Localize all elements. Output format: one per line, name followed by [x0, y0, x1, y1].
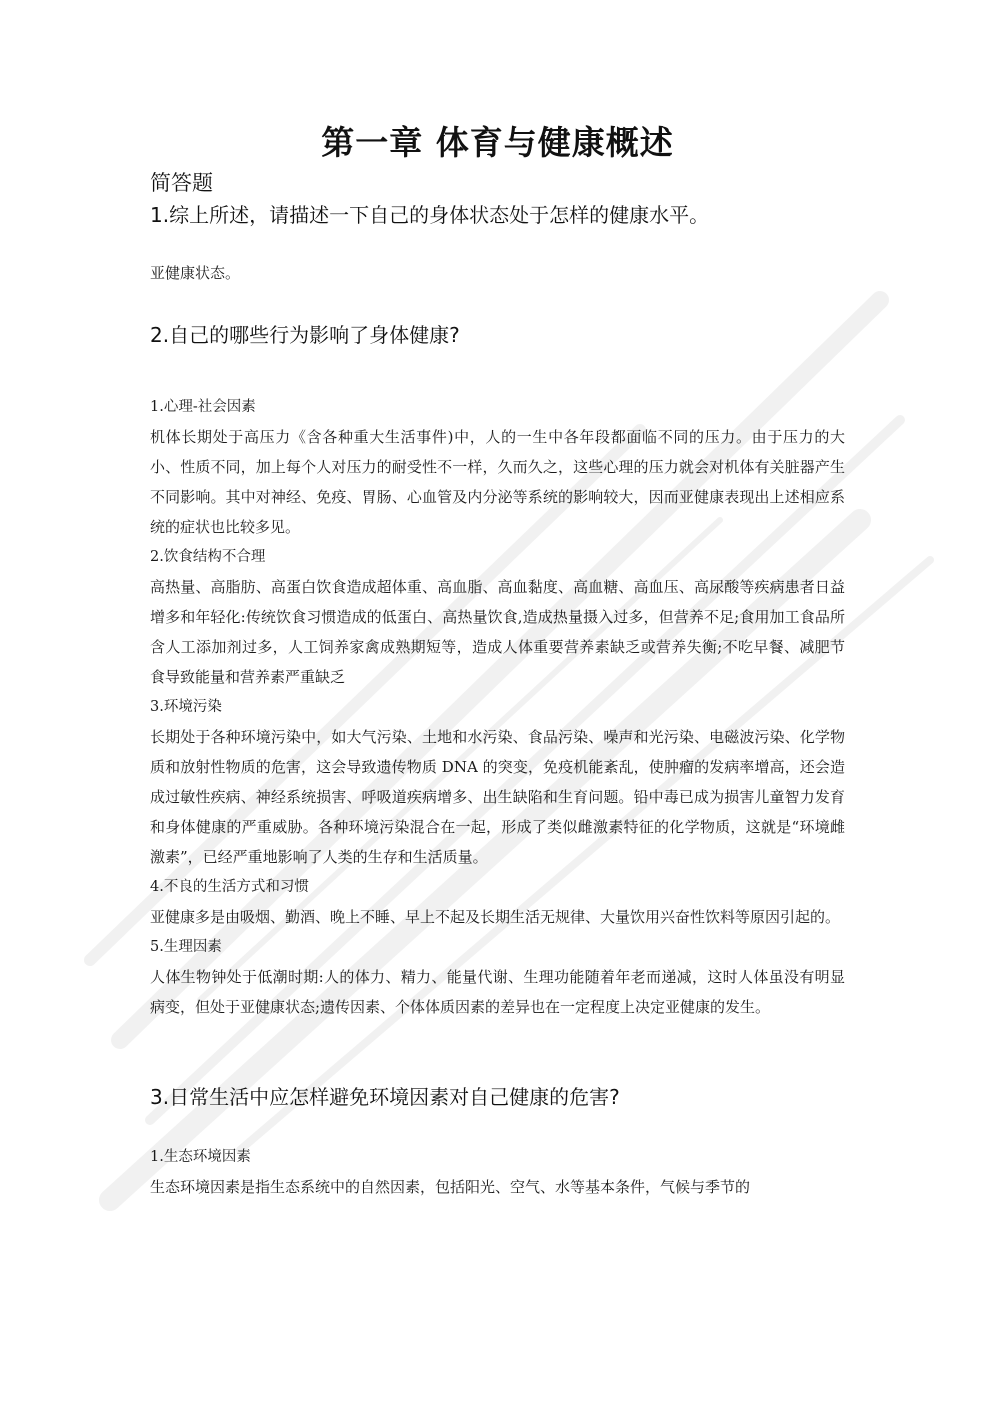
- item-paragraph: 亚健康多是由吸烟、勤酒、晚上不睡、早上不起及长期生活无规律、大量饮用兴奋性饮料等原因引起的。: [150, 908, 841, 926]
- question-3-answer: [150, 1142, 845, 1202]
- item-paragraph: 机体长期处于高压力《含各种重大生活事件)中，人的一生中各年段都面临不同的压力。由于压力的大小、性质不同，加上每个人对压力的耐受性不一样，久而久之，这些心理的压力就会对机体有关脏器产生不同影响。其中对神经、免疫、胃肠、心血管及内分泌等系统的影响较大，因而亚健康表现出上述相应系统的症状也比较多见。: [150, 428, 845, 536]
- item-heading: 4.不良的生活方式和习惯: [150, 879, 309, 895]
- item-heading: 1.生态环境因素: [150, 1149, 251, 1165]
- item-heading: 5.生理因素: [150, 939, 222, 955]
- question-1-answer: 亚健康状态。: [150, 264, 241, 282]
- item-heading: 3.环境污染: [150, 699, 222, 715]
- document-page: [150, 118, 845, 1202]
- item-paragraph: 生态环境因素是指生态系统中的自然因素，包括阳光、空气、水等基本条件，气候与季节的: [150, 1178, 751, 1196]
- question-2-title: 2.自己的哪些行为影响了身体健康?: [150, 323, 460, 347]
- section-label: 简答题: [150, 171, 213, 195]
- question-3-title: 3.日常生活中应怎样避免环境因素对自己健康的危害?: [150, 1085, 620, 1109]
- item-paragraph: 人体生物钟处于低潮时期:人的体力、精力、能量代谢、生理功能随着年老而递减，这时人体虽没有明显病变，但处于亚健康状态;遗传因素、个体体质因素的差异也在一定程度上决定亚健康的发生。: [150, 968, 845, 1016]
- item-paragraph: 高热量、高脂肪、高蛋白饮食造成超体重、高血脂、高血黏度、高血糖、高血压、高尿酸等疾病患者日益增多和年轻化:传统饮食习惯造成的低蛋白、高热量饮食,造成热量摄入过多，但营养不足;食用加工食品所含人工添加剂过多，人工饲养家禽成熟期短等，造成人体重要营养素缺乏或营养失衡;不吃早餐、减肥节食导致能量和营养素严重缺乏: [150, 578, 845, 686]
- question-1-title: 1.综上所述，请描述一下自己的身体状态处于怎样的健康水平。: [150, 203, 710, 227]
- item-heading: 2.饮食结构不合理: [150, 549, 266, 565]
- question-2-answer: [150, 392, 845, 1022]
- item-heading: 1.心理-社会因素: [150, 399, 256, 415]
- chapter-title: 第一章 体育与健康概述: [321, 123, 674, 162]
- item-paragraph: 长期处于各种环境污染中，如大气污染、土地和水污染、食品污染、噪声和光污染、电磁波污染、化学物质和放射性物质的危害，这会导致遗传物质 DNA 的突变，免疫机能紊乱，使肿瘤的发病率增高，还会造成过敏性疾病、神经系统损害、呼吸道疾病增多、出生缺陷和生育问题。铅中毒已成为损害儿童智力发育和身体健康的严重威胁。各种环境污染混合在一起，形成了类似雌激素特征的化学物质，这就是“环境雌激素”，已经严重地影响了人类的生存和生活质量。: [150, 728, 845, 866]
